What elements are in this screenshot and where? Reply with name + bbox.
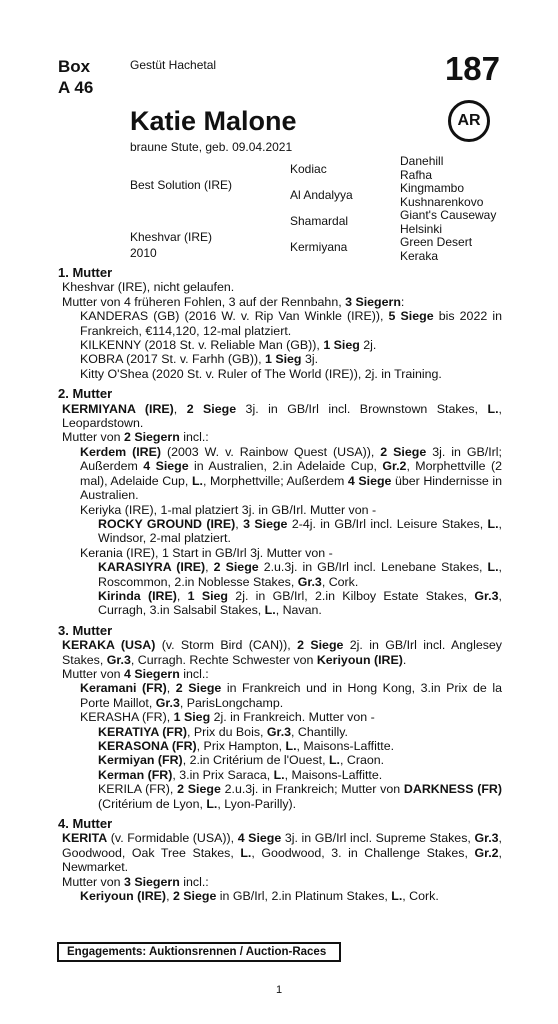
produce-entry: Keramani (FR), 2 Siege in Frankreich und in Hong Kong, 3.in Prix de la Porte Maillot, Gr.3, ParisLongchamp. — [80, 681, 502, 710]
dam-produce-summary: Mutter von 2 Siegern incl.: — [62, 430, 209, 445]
lot-number: 187 — [444, 50, 500, 87]
box-label-text: Box — [58, 57, 91, 76]
produce-entry: Kirinda (IRE), 1 Sieg 2j. in GB/Irl, 2.in Kilboy Estate Stakes, Gr.3, Curragh, 3.in Salsabil Stakes, L., Navan. — [98, 588, 502, 618]
ar-badge — [448, 100, 490, 142]
horse-name: Katie Malone — [130, 106, 297, 136]
produce-entry: Kerdem (IRE) (2003 W. v. Rainbow Quest (USA)), 2 Siege 3j. in GB/Irl; Außerdem 4 Siege in Australien, 2.in Adelaide Cup, Gr.2, Morphettville (2 mal), Adelaide Cup, L., Morphettville; Außerdem 4 Siege über Hindernisse in Australien. — [80, 444, 502, 503]
first-dam-heading: 1. Mutter — [58, 265, 113, 280]
dam-produce-summary: Mutter von 4 früheren Fohlen, 3 auf der Rennbahn, 3 Siegern: — [62, 294, 405, 309]
pedigree-great-grandparent: Green Desert — [400, 235, 473, 249]
dam-line: KERAKA (USA) (v. Storm Bird (CAN)), 2 Siege 2j. in GB/Irl incl. Anglesey Stakes, Gr.3, Curragh. Rechte Schwester von Keriyoun (IRE). — [62, 638, 502, 667]
pedigree-great-grandparent: Kushnarenkovo — [400, 195, 484, 209]
produce-entry: Kerania (IRE), 1 Start in GB/Irl 3j. Mutter von - — [80, 545, 333, 560]
engagements-box — [57, 942, 341, 962]
pedigree-grandparent: Kodiac — [290, 162, 327, 176]
produce-entry: Kerman (FR), 3.in Prix Saraca, L., Maisons-Laffitte. — [98, 767, 383, 782]
breeder: Gestüt Hachetal — [130, 58, 217, 72]
produce-entry: Keriyoun (IRE), 2 Siege in GB/Irl, 2.in Platinum Stakes, L., Cork. — [80, 889, 439, 904]
dam-produce-summary: Mutter von 3 Siegern incl.: — [62, 874, 209, 889]
produce-entry: KERILA (FR), 2 Siege 2.u.3j. in Frankreich; Mutter von DARKNESS (FR) (Critérium de Lyon, L., Lyon-Parilly). — [98, 782, 502, 811]
box-label — [58, 56, 93, 98]
ar-badge-text: AR — [457, 112, 481, 129]
produce-entry: KERATIYA (FR), Prix du Bois, Gr.3, Chantilly. — [98, 724, 348, 739]
pedigree-dam: Kheshvar (IRE) — [130, 230, 213, 244]
pedigree-grandparent: Kermiyana — [290, 240, 348, 254]
produce-entry: KANDERAS (GB) (2016 W. v. Rip Van Winkle (IRE)), 5 Siege bis 2022 in Frankreich, €114,120, 12-mal platziert. — [80, 309, 502, 338]
pedigree-grandparent: Al Andalyya — [290, 188, 353, 202]
pedigree-dam-year: 2010 — [130, 246, 157, 260]
dam-line: KERMIYANA (IRE), 2 Siege 3j. in GB/Irl incl. Brownstown Stakes, L., Leopardstown. — [62, 401, 502, 431]
produce-entry: ROCKY GROUND (IRE), 3 Siege 2-4j. in GB/Irl incl. Leisure Stakes, L., Windsor, 2-mal platziert. — [98, 516, 502, 546]
fourth-dam-heading: 4. Mutter — [58, 816, 113, 832]
produce-entry: KILKENNY (2018 St. v. Reliable Man (GB)), 1 Sieg 2j. — [80, 338, 377, 353]
produce-entry: KOBRA (2017 St. v. Farhh (GB)), 1 Sieg 3j. — [80, 352, 319, 367]
dam-line: KERITA (v. Formidable (USA)), 4 Siege 3j. in GB/Irl incl. Supreme Stakes, Gr.3, Goodwood, Oak Tree Stakes, L., Goodwood, 3. in Challenge Stakes, Gr.2, Newmarket. — [62, 831, 502, 875]
dam-produce-summary: Mutter von 4 Siegern incl.: — [62, 666, 209, 681]
engagements-label: Engagements: Auktionsrennen / Auction-Races — [67, 946, 327, 958]
family-section — [58, 266, 502, 903]
produce-entry: KERASONA (FR), Prix Hampton, L., Maisons-Laffitte. — [98, 739, 395, 753]
produce-entry: KARASIYRA (IRE), 2 Siege 2.u.3j. in GB/Irl incl. Lenebane Stakes, L., Roscommon, 2.in Noblesse Stakes, Gr.3, Cork. — [98, 560, 502, 589]
pedigree-great-grandparent: Kingmambo — [400, 181, 465, 195]
box-number: A 46 — [58, 78, 94, 97]
produce-entry: Kitty O'Shea (2020 St. v. Ruler of The World (IRE)), 2j. in Training. — [80, 366, 442, 381]
produce-entry: Kermiyan (FR), 2.in Critérium de l'Ouest, L., Craon. — [98, 753, 385, 768]
pedigree-grandparent: Shamardal — [290, 214, 349, 228]
pedigree-great-grandparent: Helsinki — [400, 222, 443, 236]
pedigree-great-grandparent: Keraka — [400, 249, 439, 263]
page-number: 1 — [275, 984, 283, 996]
horse-description: braune Stute, geb. 09.04.2021 — [130, 140, 293, 154]
produce-entry: Keriyka (IRE), 1-mal platziert 3j. in GB/Irl. Mutter von - — [80, 502, 377, 517]
pedigree-great-grandparent: Danehill — [400, 154, 444, 168]
third-dam-heading: 3. Mutter — [58, 622, 113, 638]
produce-entry: KERASHA (FR), 1 Sieg 2j. in Frankreich. Mutter von - — [80, 710, 375, 725]
pedigree-great-grandparent: Rafha — [400, 168, 433, 182]
pedigree-sire: Best Solution (IRE) — [130, 178, 233, 192]
dam-line: Kheshvar (IRE), nicht gelaufen. — [62, 280, 235, 295]
pedigree-great-grandparent: Giant's Causeway — [400, 208, 497, 222]
second-dam-heading: 2. Mutter — [58, 386, 113, 402]
